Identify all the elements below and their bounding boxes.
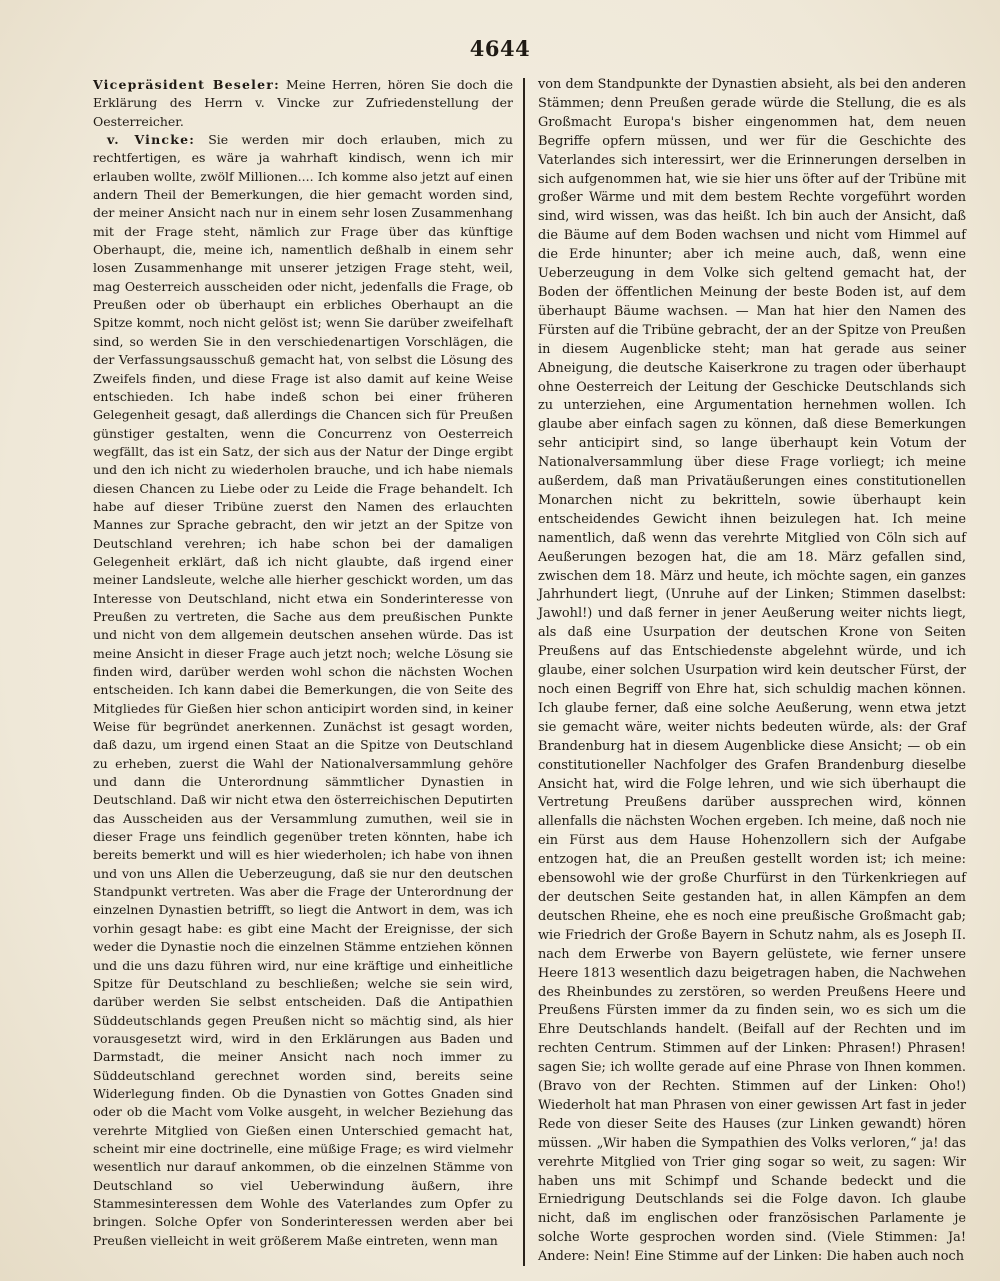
- speech-text: Sie werden mir doch erlauben, mich zu rechtfertigen, es wäre ja wahrhaft kindisch, wenn ich mir erlauben wollte, zwölf Millionen.... Ich komme also jetzt auf einen andern Theil der Bemerkungen, die hier gemacht worden sind, der meiner Ansicht nach nur in einem sehr losen Zusammenhang mit der Frage steht, nämlich zur Frage über das künftige Oberhaupt, die, meine ich, namentlich deßhalb in einem sehr losen Zusammenhange mit unserer jetzigen Frage steht, weil, mag Oesterreich ausscheiden oder nicht, jedenfalls die Frage, ob Preußen oder ob überhaupt ein erbliches Oberhaupt an die Spitze kommt, noch nicht gelöst ist; wenn Sie darüber zweifelhaft sind, so werden Sie in den verschiedenartigen Vorschlägen, die der Verfassungsausschuß gemacht hat, von selbst die Lösung des Zweifels finden, und diese Frage ist also damit auf keine Weise entschieden. Ich habe indeß schon bei einer früheren Gelegenheit gesagt, daß allerdings die Chancen sich für Preußen günstiger gestalten, wenn die Concurrenz von Oesterreich wegfällt, das ist ein Satz, der sich aus der Natur der Dinge ergibt und den ich nicht zu wiederholen brauche, und ich habe niemals diesen Chancen zu Liebe oder zu Leide die Frage behandelt. Ich habe auf dieser Tribüne zuerst den Namen des erlauchten Mannes zur Sprache gebracht, den wir jetzt an der Spitze von Deutschland verehren; ich habe schon bei der damaligen Gelegenheit erklärt, daß ich nicht glaubte, daß irgend einer meiner Landsleute, welche alle hierher geschickt worden, um das Interesse von Deutschland, nicht etwa ein Sonderinteresse von Preußen zu vertreten, die Sache aus dem preußischen Punkte und nicht von dem allgemein deutschen ansehen würde. Das ist meine Ansicht in dieser Frage auch jetzt noch; welche Lösung sie finden wird, darüber werden wohl schon die nächsten Wochen entscheiden. Ich kann dabei die Bemerkungen, die von Seite des Mitgliedes für Gießen hier schon anticipirt worden sind, in keiner Weise für begründet anerkennen. Zunächst ist gesagt worden, daß dazu, um irgend einen Staat an die Spitze von Deutschland zu erheben, zuerst die Wahl der Nationalversammlung gehöre und dann die Unterordnung sämmtlicher Dynastien in Deutschland. Daß wir nicht etwa den österreichischen Deputirten das Ausscheiden aus der Versammlung zumuthen, weil sie in dieser Frage uns feindlich gegenüber treten könnten, habe ich bereits bemerkt und will es hier wiederholen; ich habe von ihnen und von uns Allen die Ueberzeugung, daß sie nur den deutschen Standpunkt vertreten. Was aber die Frage der Unterordnung der einzelnen Dynastien betrifft, so liegt die Antwort in dem, was ich vorhin gesagt habe: es gibt eine Macht der Ereignisse, der sich weder die Dynastie noch die einzelnen Stämme entziehen können und die uns dazu führen wird, nur eine kräftige und einheitliche Spitze für Deutschland zu beschließen; welche sie sein wird, darüber werden Sie selbst entscheiden. Daß die Antipathien Süddeutschlands gegen Preußen nicht so mächtig sind, als hier vorausgesetzt wird, wird in den Erklärungen aus Baden und Darmstadt, die meiner Ansicht nach noch immer zu Süddeutschland gerechnet worden sind, bereits seine Widerlegung finden. Ob die Dynastien von Gottes Gnaden sind oder ob die Macht vom Volke ausgeht, in welcher Beziehung das verehrte Mitglied von Gießen einen Unterschied gemacht hat, scheint mir eine doctrinelle, eine müßige Frage; es wird vielmehr wesentlich nur darauf ankommen, ob die einzelnen Stämme von Deutschland so viel Ueberwindung äußern, ihre Stammesinteressen dem Wohle des Vaterlandes zum Opfer zu bringen. Solche Opfer von Sonderinteressen werden aber bei Preußen vielleicht in weit größerem Maße eintreten, wenn man: [93, 132, 513, 1248]
- speech-text: von dem Standpunkte der Dynastien absieht, als bei den anderen Stämmen; denn Preußen gerade würde die Stellung, die es als Großmacht Europa's bisher eingenommen hat, dem neuen Begriffe opfern müssen, und wer für die Geschichte des Vaterlandes sich interessirt, wer die Erinnerungen derselben in sich aufgenommen hat, wie sie hier uns öfter auf der Tribüne mit großer Wärme und mit dem bestem Rechte vorgeführt worden sind, wird wissen, was das heißt. Ich bin auch der Ansicht, daß die Bäume auf dem Boden wachsen und nicht vom Himmel auf die Erde hinunter; aber ich meine auch, daß, wenn eine Ueberzeugung in dem Volke sich geltend gemacht hat, der Boden der öffentlichen Meinung der beste Boden ist, auf dem überhaupt Bäume wachsen. — Man hat hier den Namen des Fürsten auf die Tribüne gebracht, der an der Spitze von Preußen in diesem Augenblicke steht; man hat gerade aus seiner Abneigung, die deutsche Kaiserkrone zu tragen oder überhaupt ohne Oesterreich der Leitung der Geschicke Deutschlands sich zu unterziehen, eine Argumentation hernehmen wollen. Ich glaube aber einfach sagen zu können, daß diese Bemerkungen sehr anticipirt sind, so lange überhaupt kein Votum der Nationalversammlung über diese Frage vorliegt; ich meine außerdem, daß man Privatäußerungen eines constitutionellen Monarchen nicht zu bekritteln, sowie überhaupt kein entscheidendes Gewicht ihnen beizulegen hat. Ich meine namentlich, daß wenn das verehrte Mitglied von Cöln sich auf Aeußerungen bezogen hat, die am 18. März gefallen sind, zwischen dem 18. März und heute, ich möchte sagen, ein ganzes Jahrhundert liegt, (Unruhe auf der Linken; Stimmen daselbst: Jawohl!) und daß ferner in jener Aeußerung weiter nichts liegt, als daß eine Usurpation der deutschen Krone von Seiten Preußens auf das Entschiedenste abgelehnt würde, und ich glaube, einer solchen Usurpation wird kein deutscher Fürst, der noch einen Begriff von Ehre hat, sich schuldig machen können. Ich glaube ferner, daß eine solche Aeußerung, wenn etwa jetzt sie gemacht wäre, weiter nichts bedeuten würde, als: der Graf Brandenburg hat in diesem Augenblicke diese Ansicht; — ob ein constitutioneller Nachfolger des Grafen Brandenburg dieselbe Ansicht hat, wird die Folge lehren, und wie sich überhaupt die Vertretung Preußens darüber aussprechen wird, können allenfalls die nächsten Wochen ergeben. Ich meine, daß noch nie ein Fürst aus dem Hause Hohenzollern sich der Aufgabe entzogen hat, die an Preußen gestellt worden ist; ich meine: ebensowohl wie der große Churfürst in den Türkenkriegen auf der deutschen Seite gestanden hat, in allen Kämpfen an dem deutschen Rheine, ehe es noch eine preußische Großmacht gab; wie Friedrich der Große Bayern in Schutz nahm, als es Joseph II. nach dem Erwerbe von Bayern gelüstete, wie ferner unsere Heere 1813 wesentlich dazu beigetragen haben, die Nachwehen des Rheinbundes zu zerstören, so werden Preußens Heere und Preußens Fürsten immer da zu finden sein, wo es sich um die Ehre Deutschlands handelt. (Beifall auf der Rechten und im rechten Centrum. Stimmen auf der Linken: Phrasen!) Phrasen! sagen Sie; ich wollte gerade auf eine Phrase von Ihnen kommen. (Bravo von der Rechten. Stimmen auf der Linken: Oho!) Wiederholt hat man Phrasen von einer gewissen Art fast in jeder Rede von dieser Seite des Hauses (zur Linken gewandt) hören müssen. „Wir haben die Sympathien des Volks verloren,“ ja! das verehrte Mitglied von Trier ging sogar so weit, zu sagen: Wir haben uns mit Schimpf und Schande bedeckt und die Erniedrigung Deutschlands sei die Folge davon. Ich glaube nicht, daß im englischen oder französischen Parlamente je solche Worte gesprochen worden sind. (Viele Stimmen: Ja! Andere: Nein! Eine Stimme auf der Linken: Die haben auch noch: [538, 77, 967, 1265]
- right-text-column: [538, 76, 966, 1267]
- paragraph-continuation: [538, 76, 966, 1267]
- speaker-name: Vicepräsident Beseler:: [93, 77, 280, 92]
- left-text-column: [93, 76, 513, 1250]
- column-divider: [523, 78, 525, 1266]
- speech-text: Meine Herren, hören Sie doch die Erklärung des Herrn v. Vincke zur Zufriedenstellung der Oesterreicher.: [93, 77, 513, 129]
- paragraph-speaker-vincke: [93, 131, 513, 1250]
- page-number: 4644: [469, 36, 531, 61]
- speaker-name: v. Vincke:: [107, 132, 196, 148]
- paragraph-speaker-beseler: [93, 76, 513, 131]
